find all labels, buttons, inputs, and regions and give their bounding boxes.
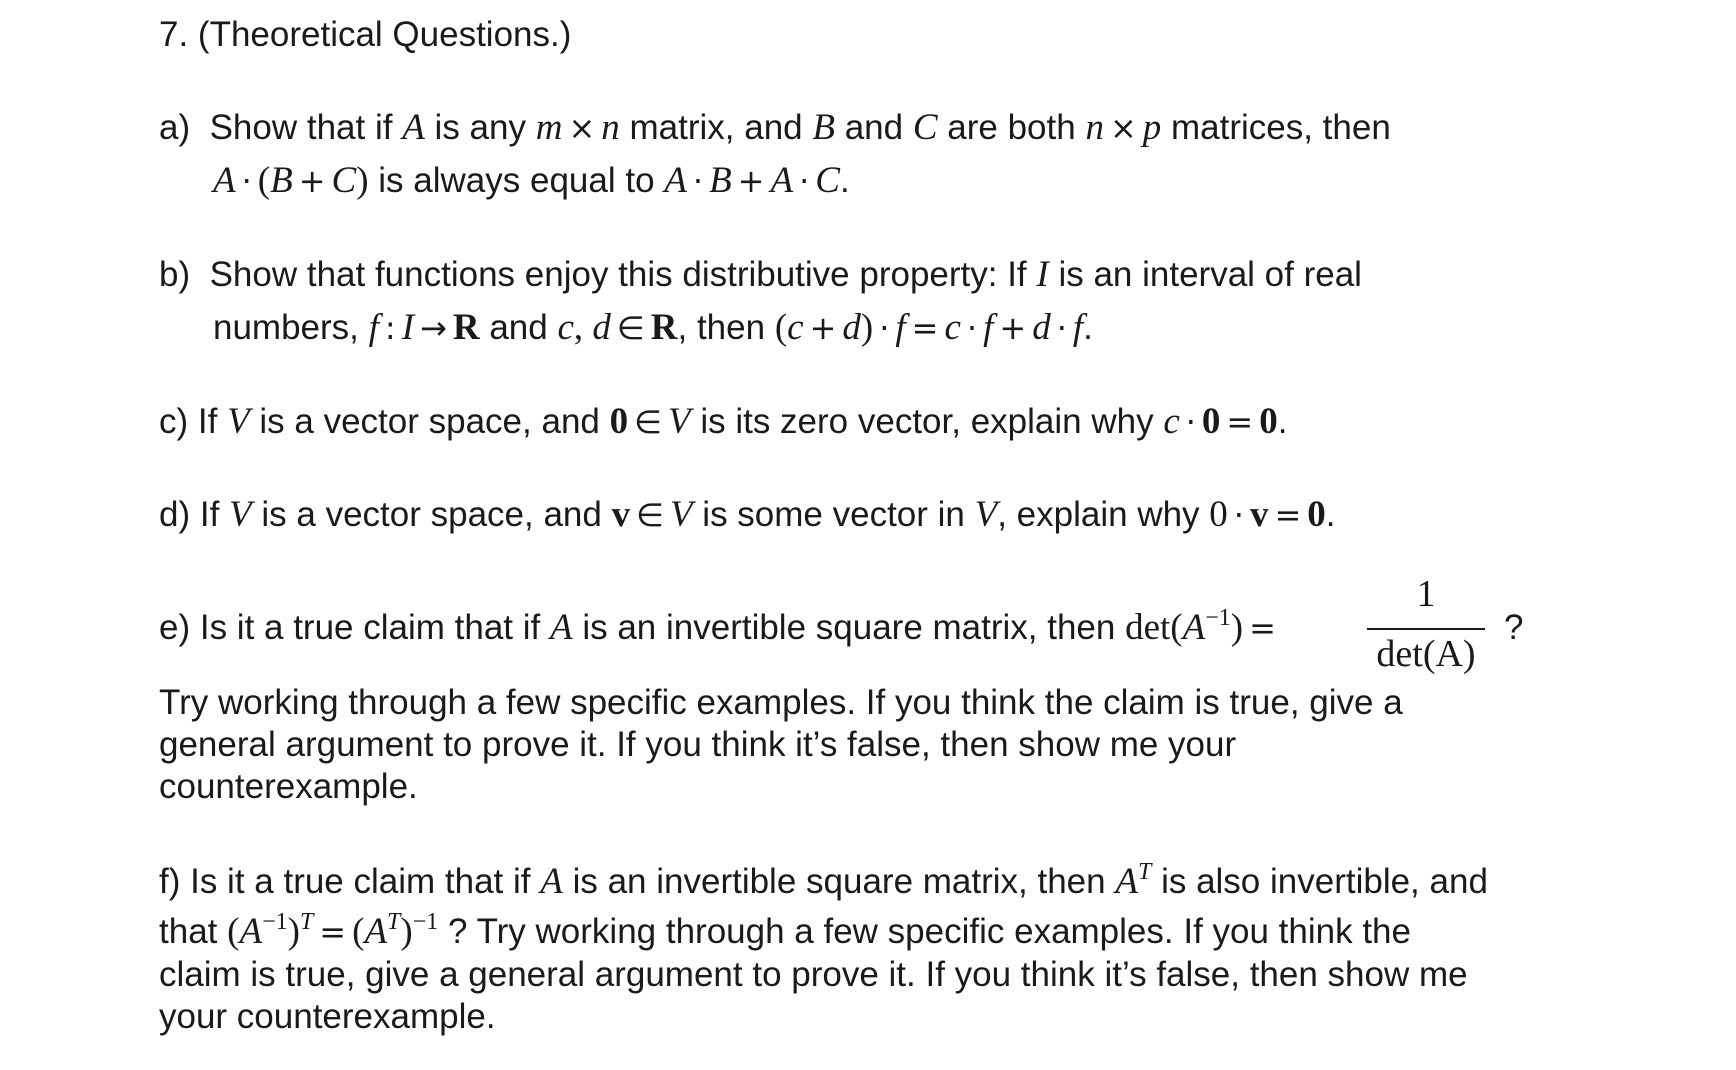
math-expression: A bbox=[540, 861, 563, 902]
fraction-numerator: 1 bbox=[1416, 573, 1436, 615]
section-title: 7. (Theoretical Questions.) bbox=[159, 15, 572, 54]
item-e-line-2: Try working through a few specific examples. If you think the claim is true, give a bbox=[159, 683, 1403, 722]
item-f-line-2: that $(A^{-1})^T = (A^T)^{-1}$ ? Try working through a few specific examples. If you think the bbox=[159, 909, 1411, 952]
math-expression: c · 0 = 0 bbox=[1163, 401, 1278, 442]
item-d: d) If V is a vector space, and v ∈ V is some vector in V, explain why 0 · v = 0. bbox=[159, 494, 1336, 535]
math-expression: V bbox=[974, 494, 998, 535]
item-a-line-1: a) Show that if A is any m × n matrix, and B and C are both n × p matrices, then bbox=[159, 107, 1391, 148]
math-expression: $\det(A^{-1})$ = bbox=[1125, 605, 1276, 648]
math-expression: B bbox=[812, 107, 835, 148]
fraction-denominator: det(A) bbox=[1376, 633, 1476, 675]
question-mark: ? bbox=[1504, 608, 1524, 647]
math-expression: V bbox=[229, 494, 252, 535]
item-e-line-4: counterexample. bbox=[159, 767, 418, 806]
math-expression: f : I → R bbox=[368, 307, 480, 348]
math-expression: $A^T$ bbox=[1115, 859, 1152, 902]
math-expression: 0 ∈ V bbox=[609, 401, 691, 442]
math-expression: m bbox=[535, 107, 563, 148]
item-b-label: b) bbox=[159, 255, 191, 294]
math-expression: c, d ∈ R bbox=[557, 307, 678, 348]
math-expression: C bbox=[912, 107, 938, 148]
math-expression: $(A^{-1})^T = (A^T)^{-1}$ bbox=[227, 909, 439, 952]
math-expression: (c + d) · f = c · f + d · f bbox=[774, 307, 1084, 348]
math-expression: A · B + A · C bbox=[664, 160, 840, 201]
math-expression: A bbox=[549, 607, 573, 648]
item-a-line-2: A · (B + C) is always equal to A · B + A · C. bbox=[213, 160, 850, 201]
math-expression: A bbox=[402, 107, 425, 148]
item-f-line-3: claim is true, give a general argument to prove it. If you think it’s false, then show me bbox=[159, 955, 1468, 994]
math-expression: n bbox=[1085, 107, 1104, 148]
item-f-line-4: your counterexample. bbox=[159, 997, 496, 1036]
item-f-line-1: f) Is it a true claim that if A is an invertible square matrix, then $A^T$ is also invertible, and bbox=[159, 859, 1488, 902]
fraction bbox=[1367, 572, 1485, 680]
item-a-label: a) bbox=[159, 108, 191, 147]
item-e-line-3: general argument to prove it. If you think it’s false, then show me your bbox=[159, 725, 1237, 764]
math-expression: n bbox=[601, 107, 620, 148]
math-expression: 0 · v = 0 bbox=[1209, 494, 1326, 535]
math-expression: v ∈ V bbox=[611, 494, 693, 535]
item-b-line-2: numbers, f : I → R and c, d ∈ R, then (c + d) · f = c · f + d · f. bbox=[213, 307, 1093, 348]
item-e-line-1: e) Is it a true claim that if A is an invertible square matrix, then $\det(A^{-1})$ = bbox=[159, 608, 1282, 648]
math-expression: I bbox=[1036, 254, 1049, 295]
math-expression: V bbox=[227, 401, 250, 442]
item-b-line-1: b) Show that functions enjoy this distributive property: If I is an interval of real bbox=[159, 254, 1362, 295]
fraction-bar bbox=[1367, 628, 1485, 630]
item-c: c) If V is a vector space, and 0 ∈ V is its zero vector, explain why c · 0 = 0. bbox=[159, 401, 1288, 442]
math-expression: p bbox=[1142, 107, 1162, 148]
math-expression: A · (B + C) bbox=[213, 160, 369, 201]
